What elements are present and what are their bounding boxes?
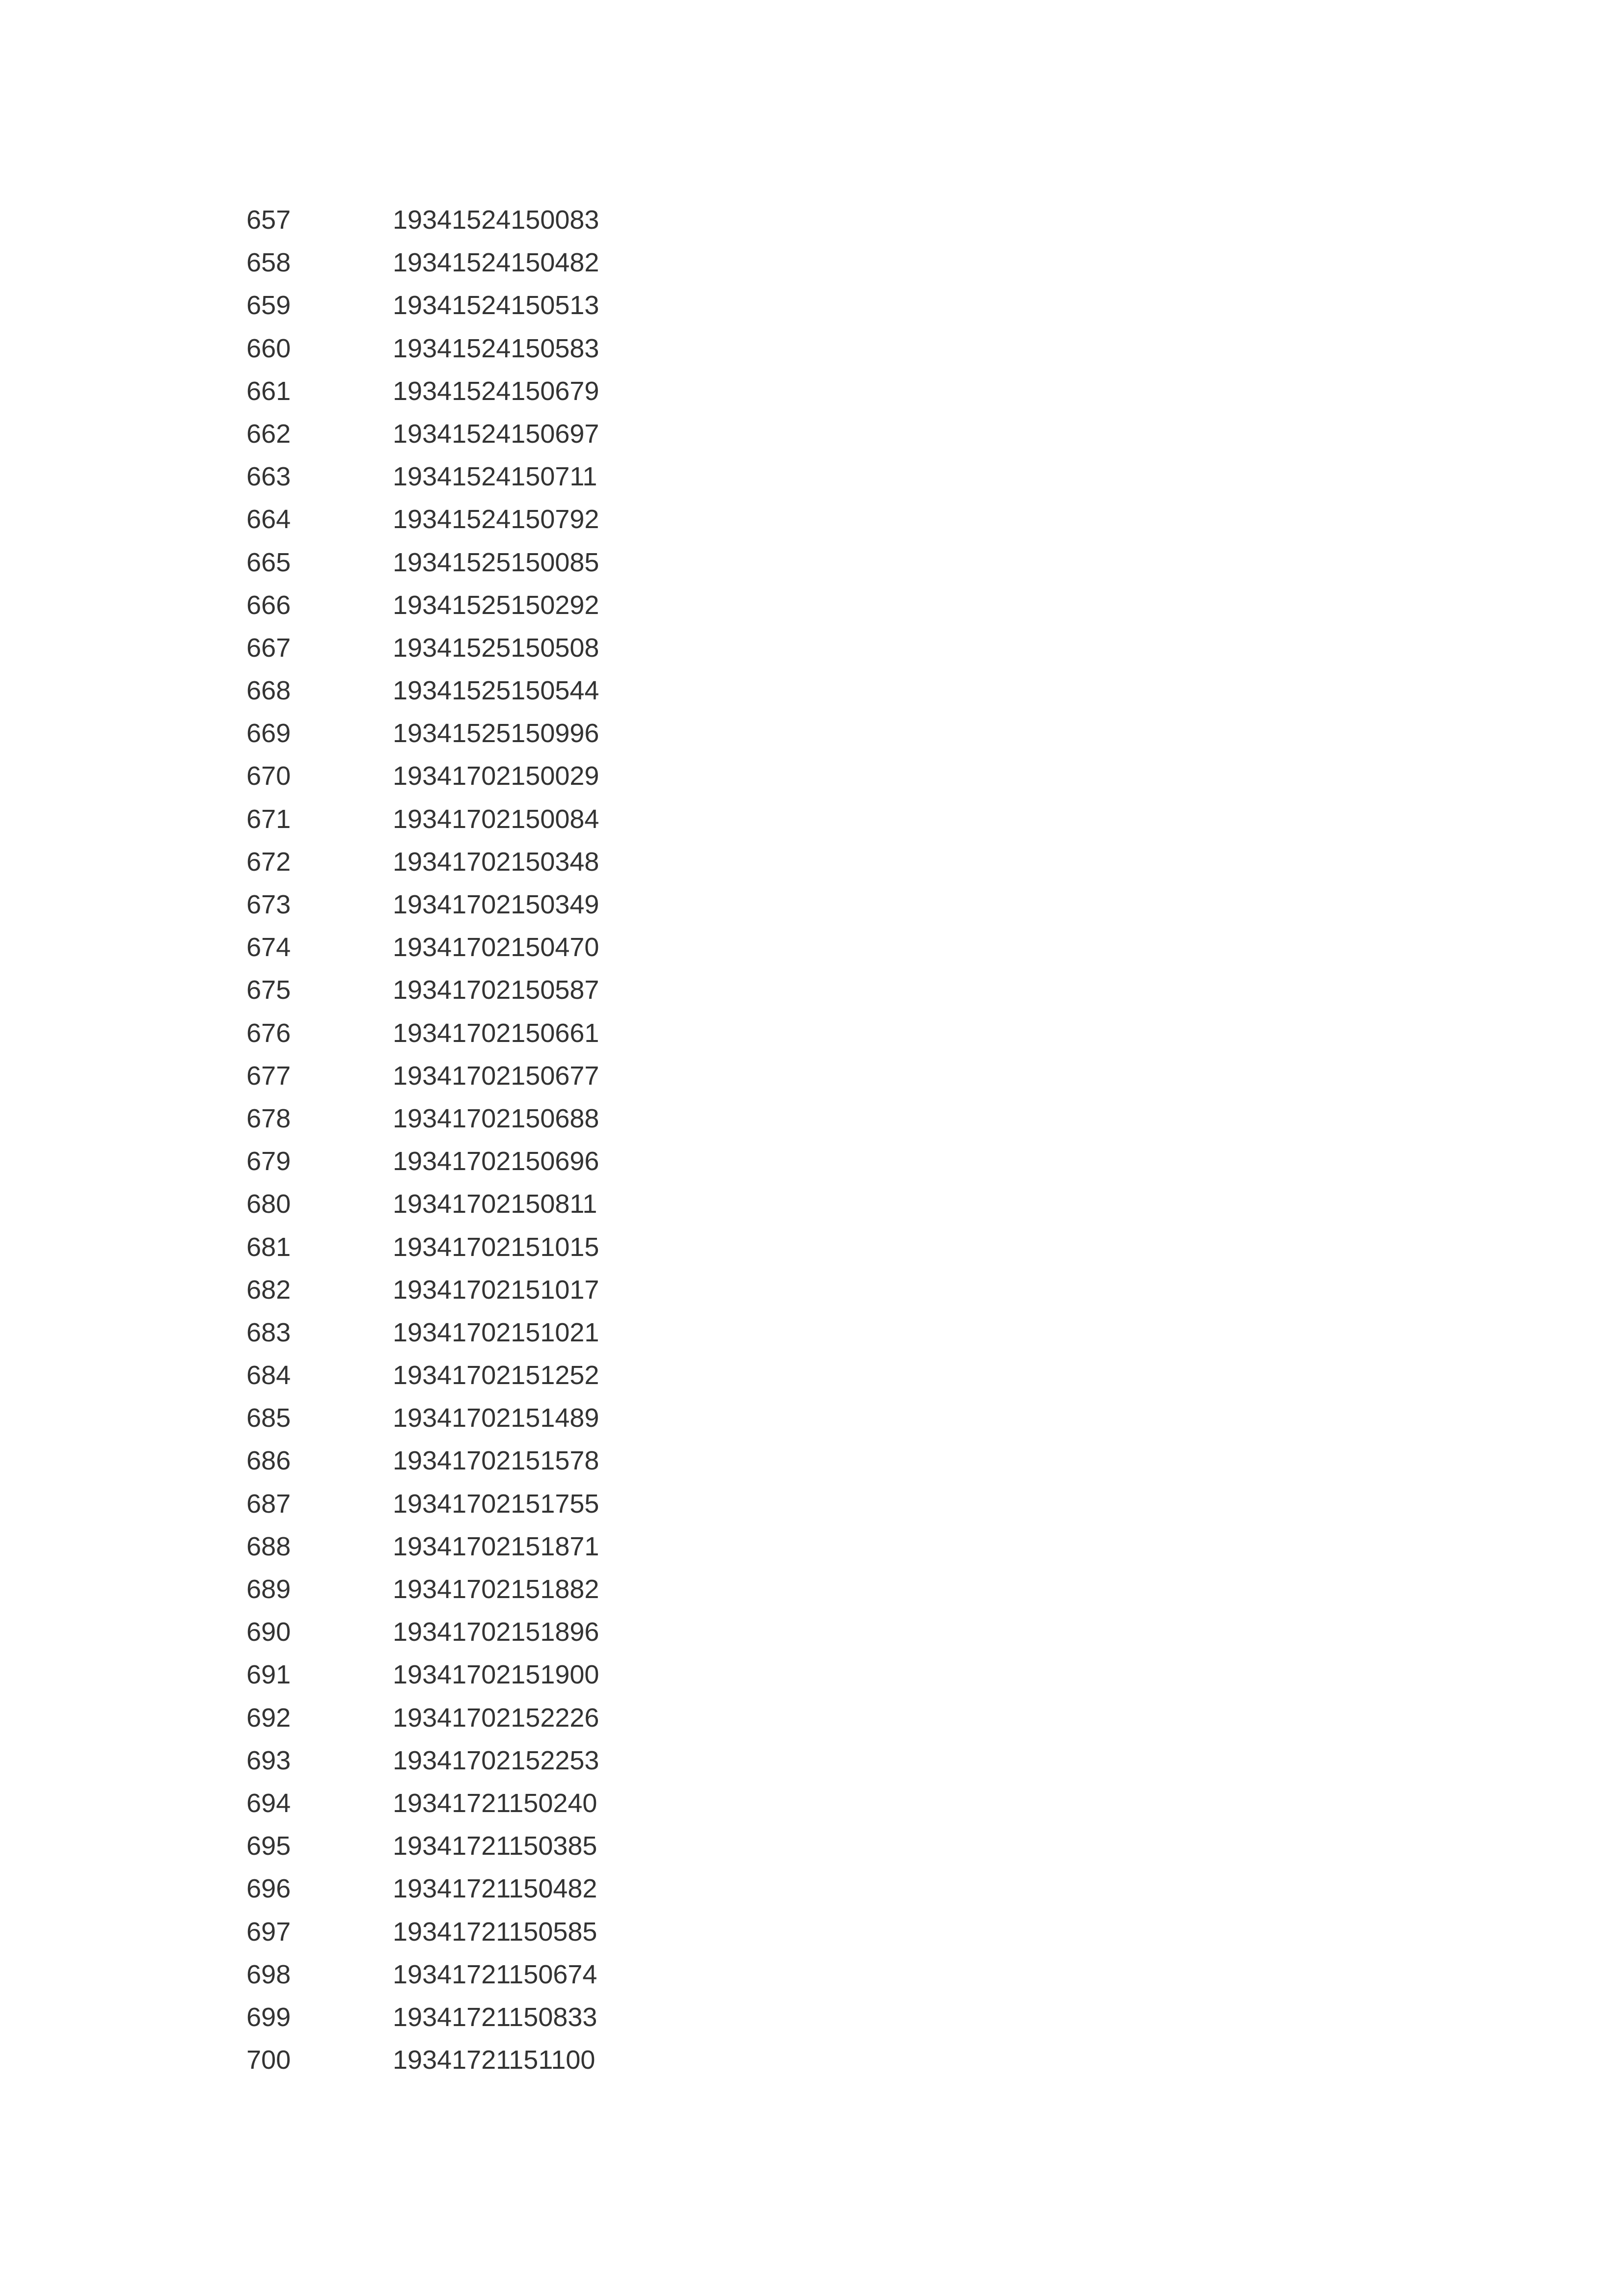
row-index: 680: [246, 1189, 291, 1219]
row-code: 19341524150792: [393, 505, 599, 534]
row-index: 672: [246, 847, 291, 877]
row-code: 19341525150292: [393, 590, 599, 620]
row-code: 19341524150513: [393, 291, 599, 320]
table-row: [246, 798, 688, 841]
row-index: 696: [246, 1874, 291, 1904]
row-index: 670: [246, 761, 291, 791]
row-code: 19341702150688: [393, 1103, 599, 1133]
row-code: 19341525150085: [393, 547, 599, 577]
table-row: [246, 712, 688, 755]
row-index: 690: [246, 1617, 291, 1647]
row-code: 19341525150996: [393, 719, 599, 748]
row-code: 19341702151017: [393, 1275, 599, 1305]
table-row: [246, 1825, 688, 1868]
row-code: 19341721150674: [393, 1959, 597, 1989]
table-row: [246, 1269, 688, 1311]
table-row: [246, 1140, 688, 1183]
row-code: 19341702151882: [393, 1575, 599, 1604]
row-code: 19341702150677: [393, 1061, 599, 1091]
row-index: 693: [246, 1745, 291, 1775]
table-row: [246, 1611, 688, 1654]
row-index: 661: [246, 376, 291, 406]
table-row: [246, 199, 688, 241]
row-index: 666: [246, 590, 291, 620]
row-index: 681: [246, 1232, 291, 1262]
row-index: 686: [246, 1446, 291, 1476]
row-code: 19341525150544: [393, 676, 599, 706]
row-index: 667: [246, 633, 291, 663]
row-code: 19341702152226: [393, 1703, 599, 1733]
table-row: [246, 1183, 688, 1226]
table-row: [246, 669, 688, 712]
table-row: [246, 1697, 688, 1739]
row-code: 19341721150482: [393, 1874, 597, 1904]
table-row: [246, 541, 688, 584]
row-code: 19341524150679: [393, 376, 599, 406]
table-row: [246, 241, 688, 284]
table-row: [246, 1525, 688, 1568]
table-row: [246, 1440, 688, 1482]
row-code: 19341702151252: [393, 1361, 599, 1390]
row-code: 19341721150240: [393, 1788, 597, 1818]
row-index: 674: [246, 933, 291, 962]
table-row: [246, 498, 688, 541]
row-index: 658: [246, 248, 291, 278]
table-row: [246, 1654, 688, 1696]
row-code: 19341702150587: [393, 975, 599, 1005]
table-row: [246, 627, 688, 669]
row-code: 19341721150833: [393, 2002, 597, 2032]
row-index: 692: [246, 1703, 291, 1733]
table-row: [246, 1097, 688, 1140]
row-code: 19341721150385: [393, 1831, 597, 1861]
table-row: [246, 1996, 688, 2039]
row-code: 19341721150585: [393, 1917, 597, 1947]
table-row: [246, 969, 688, 1012]
row-code: 19341702152253: [393, 1745, 599, 1775]
row-index: 694: [246, 1788, 291, 1818]
table-row: [246, 1782, 688, 1825]
row-code: 19341702150696: [393, 1147, 599, 1176]
table-row: [246, 1055, 688, 1097]
table-row: [246, 883, 688, 926]
table-row: [246, 926, 688, 969]
row-code: 19341702151900: [393, 1660, 599, 1690]
table-row: [246, 1911, 688, 1953]
row-index: 682: [246, 1275, 291, 1305]
row-index: 663: [246, 462, 291, 492]
table-row: [246, 284, 688, 327]
row-index: 688: [246, 1531, 291, 1561]
table-row: [246, 755, 688, 798]
number-list-table: [246, 199, 688, 2082]
row-code: 19341702151871: [393, 1531, 599, 1561]
row-index: 657: [246, 205, 291, 235]
table-row: [246, 1739, 688, 1782]
table-row: [246, 1354, 688, 1397]
row-code: 19341702150029: [393, 761, 599, 791]
table-row: [246, 455, 688, 498]
row-index: 700: [246, 2045, 291, 2075]
table-row: [246, 1868, 688, 1910]
table-row: [246, 1483, 688, 1525]
row-index: 697: [246, 1917, 291, 1947]
row-index: 699: [246, 2002, 291, 2032]
table-row: [246, 1953, 688, 1996]
row-index: 659: [246, 291, 291, 320]
row-code: 19341702151015: [393, 1232, 599, 1262]
table-row: [246, 327, 688, 370]
row-code: 19341702150811: [393, 1189, 597, 1219]
table-row: [246, 1226, 688, 1269]
row-code: 19341702150348: [393, 847, 599, 877]
row-code: 19341702151578: [393, 1446, 599, 1476]
row-code: 19341721151100: [393, 2045, 595, 2075]
row-index: 662: [246, 419, 291, 449]
table-row: [246, 370, 688, 413]
row-code: 19341524150711: [393, 462, 597, 492]
table-row: [246, 1568, 688, 1611]
table-row: [246, 1311, 688, 1354]
row-code: 19341524150583: [393, 333, 599, 363]
table-row: [246, 413, 688, 455]
row-index: 665: [246, 547, 291, 577]
row-index: 668: [246, 676, 291, 706]
row-index: 676: [246, 1018, 291, 1048]
row-code: 19341702150470: [393, 933, 599, 962]
row-index: 698: [246, 1959, 291, 1989]
row-code: 19341702150349: [393, 890, 599, 919]
row-index: 677: [246, 1061, 291, 1091]
row-index: 678: [246, 1103, 291, 1133]
row-index: 669: [246, 719, 291, 748]
row-index: 685: [246, 1403, 291, 1433]
table-row: [246, 584, 688, 627]
row-code: 19341702150084: [393, 804, 599, 834]
row-code: 19341702151755: [393, 1489, 599, 1519]
row-code: 19341702150661: [393, 1018, 599, 1048]
table-row: [246, 1397, 688, 1440]
row-index: 689: [246, 1575, 291, 1604]
row-index: 660: [246, 333, 291, 363]
row-index: 675: [246, 975, 291, 1005]
table-row: [246, 841, 688, 883]
row-code: 19341525150508: [393, 633, 599, 663]
row-code: 19341524150083: [393, 205, 599, 235]
row-index: 684: [246, 1361, 291, 1390]
row-code: 19341524150482: [393, 248, 599, 278]
row-index: 664: [246, 505, 291, 534]
row-index: 691: [246, 1660, 291, 1690]
table-row: [246, 1012, 688, 1055]
row-code: 19341702151896: [393, 1617, 599, 1647]
table-row: [246, 2039, 688, 2082]
row-code: 19341702151021: [393, 1317, 599, 1347]
row-index: 687: [246, 1489, 291, 1519]
row-index: 671: [246, 804, 291, 834]
row-index: 673: [246, 890, 291, 919]
row-index: 695: [246, 1831, 291, 1861]
row-index: 683: [246, 1317, 291, 1347]
row-code: 19341702151489: [393, 1403, 599, 1433]
row-index: 679: [246, 1147, 291, 1176]
row-code: 19341524150697: [393, 419, 599, 449]
